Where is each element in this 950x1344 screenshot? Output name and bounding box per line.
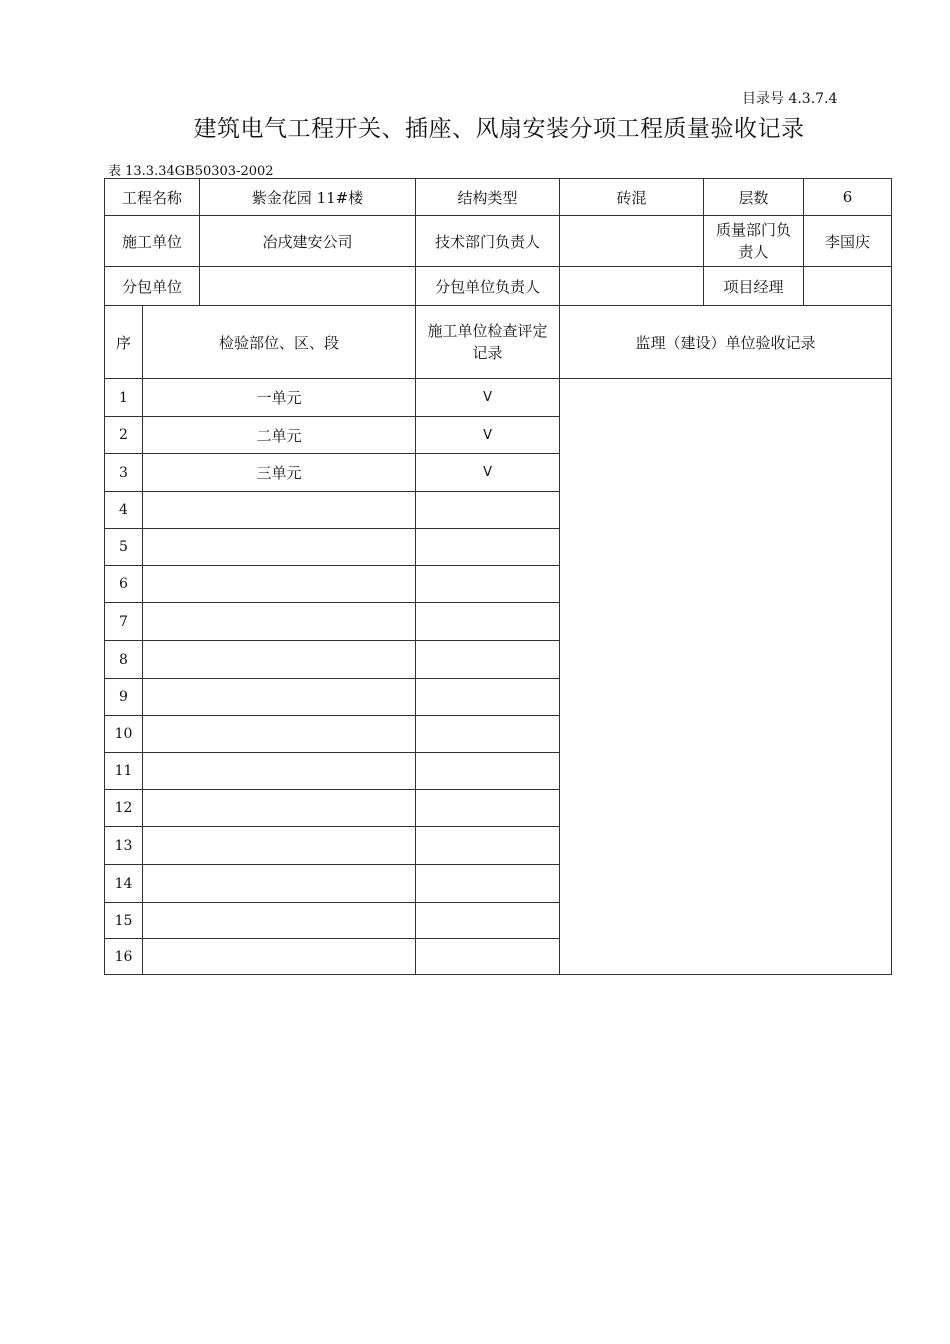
- row-seq: 15: [105, 903, 143, 939]
- row-location: 二单元: [143, 417, 416, 454]
- row-seq: 4: [105, 492, 143, 529]
- project-name-label: 工程名称: [105, 179, 200, 216]
- row-seq: 10: [105, 716, 143, 753]
- tech-head-value: [560, 216, 704, 267]
- row-location: [143, 679, 416, 716]
- row-seq: 11: [105, 753, 143, 790]
- row-check: [416, 679, 560, 716]
- row-location: [143, 716, 416, 753]
- row-seq: 12: [105, 790, 143, 827]
- row-check: [416, 641, 560, 679]
- row-check: [416, 753, 560, 790]
- row-check: [416, 827, 560, 865]
- sub-head-label: 分包单位负责人: [416, 267, 560, 306]
- contractor-value: 冶戌建安公司: [200, 216, 416, 267]
- column-header-seq: 序: [105, 306, 143, 379]
- sub-head-value: [560, 267, 704, 306]
- row-location: 三单元: [143, 454, 416, 492]
- row-location: [143, 603, 416, 641]
- column-header-supervision: 监理（建设）单位验收记录: [560, 306, 892, 379]
- row-seq: 1: [105, 379, 143, 417]
- row-location: [143, 790, 416, 827]
- inspection-record-table: [104, 178, 892, 975]
- row-check: V: [416, 379, 560, 417]
- row-seq: 13: [105, 827, 143, 865]
- row-location: [143, 865, 416, 903]
- row-location: [143, 827, 416, 865]
- structure-type-label: 结构类型: [416, 179, 560, 216]
- project-name-value: 紫金花园 11#楼: [200, 179, 416, 216]
- table-number: 表 13.3.34GB50303-2002: [108, 164, 274, 179]
- row-seq: 8: [105, 641, 143, 679]
- project-manager-value: [804, 267, 892, 306]
- row-location: [143, 492, 416, 529]
- catalog-number: 目录号 4.3.7.4: [742, 91, 838, 107]
- row-seq: 5: [105, 529, 143, 566]
- supervision-record-cell: [560, 379, 892, 975]
- floors-label: 层数: [704, 179, 804, 216]
- row-seq: 9: [105, 679, 143, 716]
- subcontractor-label: 分包单位: [105, 267, 200, 306]
- row-location: [143, 903, 416, 939]
- page-title: 建筑电气工程开关、插座、风扇安装分项工程质量验收记录: [193, 116, 805, 142]
- row-check: [416, 716, 560, 753]
- row-location: [143, 641, 416, 679]
- column-header-location: 检验部位、区、段: [143, 306, 416, 379]
- contractor-label: 施工单位: [105, 216, 200, 267]
- row-check: [416, 492, 560, 529]
- row-check: [416, 903, 560, 939]
- row-location: [143, 529, 416, 566]
- structure-type-value: 砖混: [560, 179, 704, 216]
- row-seq: 16: [105, 939, 143, 975]
- row-location: 一单元: [143, 379, 416, 417]
- row-check: V: [416, 454, 560, 492]
- row-seq: 7: [105, 603, 143, 641]
- tech-head-label: 技术部门负责人: [416, 216, 560, 267]
- quality-head-value: 李国庆: [804, 216, 892, 267]
- row-seq: 3: [105, 454, 143, 492]
- project-manager-label: 项目经理: [704, 267, 804, 306]
- row-check: [416, 529, 560, 566]
- row-location: [143, 939, 416, 975]
- quality-head-label: 质量部门负责人: [704, 216, 804, 267]
- row-location: [143, 566, 416, 603]
- row-check: [416, 790, 560, 827]
- row-location: [143, 753, 416, 790]
- row-check: [416, 566, 560, 603]
- floors-value: 6: [804, 179, 892, 216]
- row-check: [416, 865, 560, 903]
- column-header-check: 施工单位检查评定记录: [416, 306, 560, 379]
- row-check: [416, 939, 560, 975]
- row-check: [416, 603, 560, 641]
- subcontractor-value: [200, 267, 416, 306]
- row-seq: 6: [105, 566, 143, 603]
- row-seq: 2: [105, 417, 143, 454]
- row-seq: 14: [105, 865, 143, 903]
- row-check: V: [416, 417, 560, 454]
